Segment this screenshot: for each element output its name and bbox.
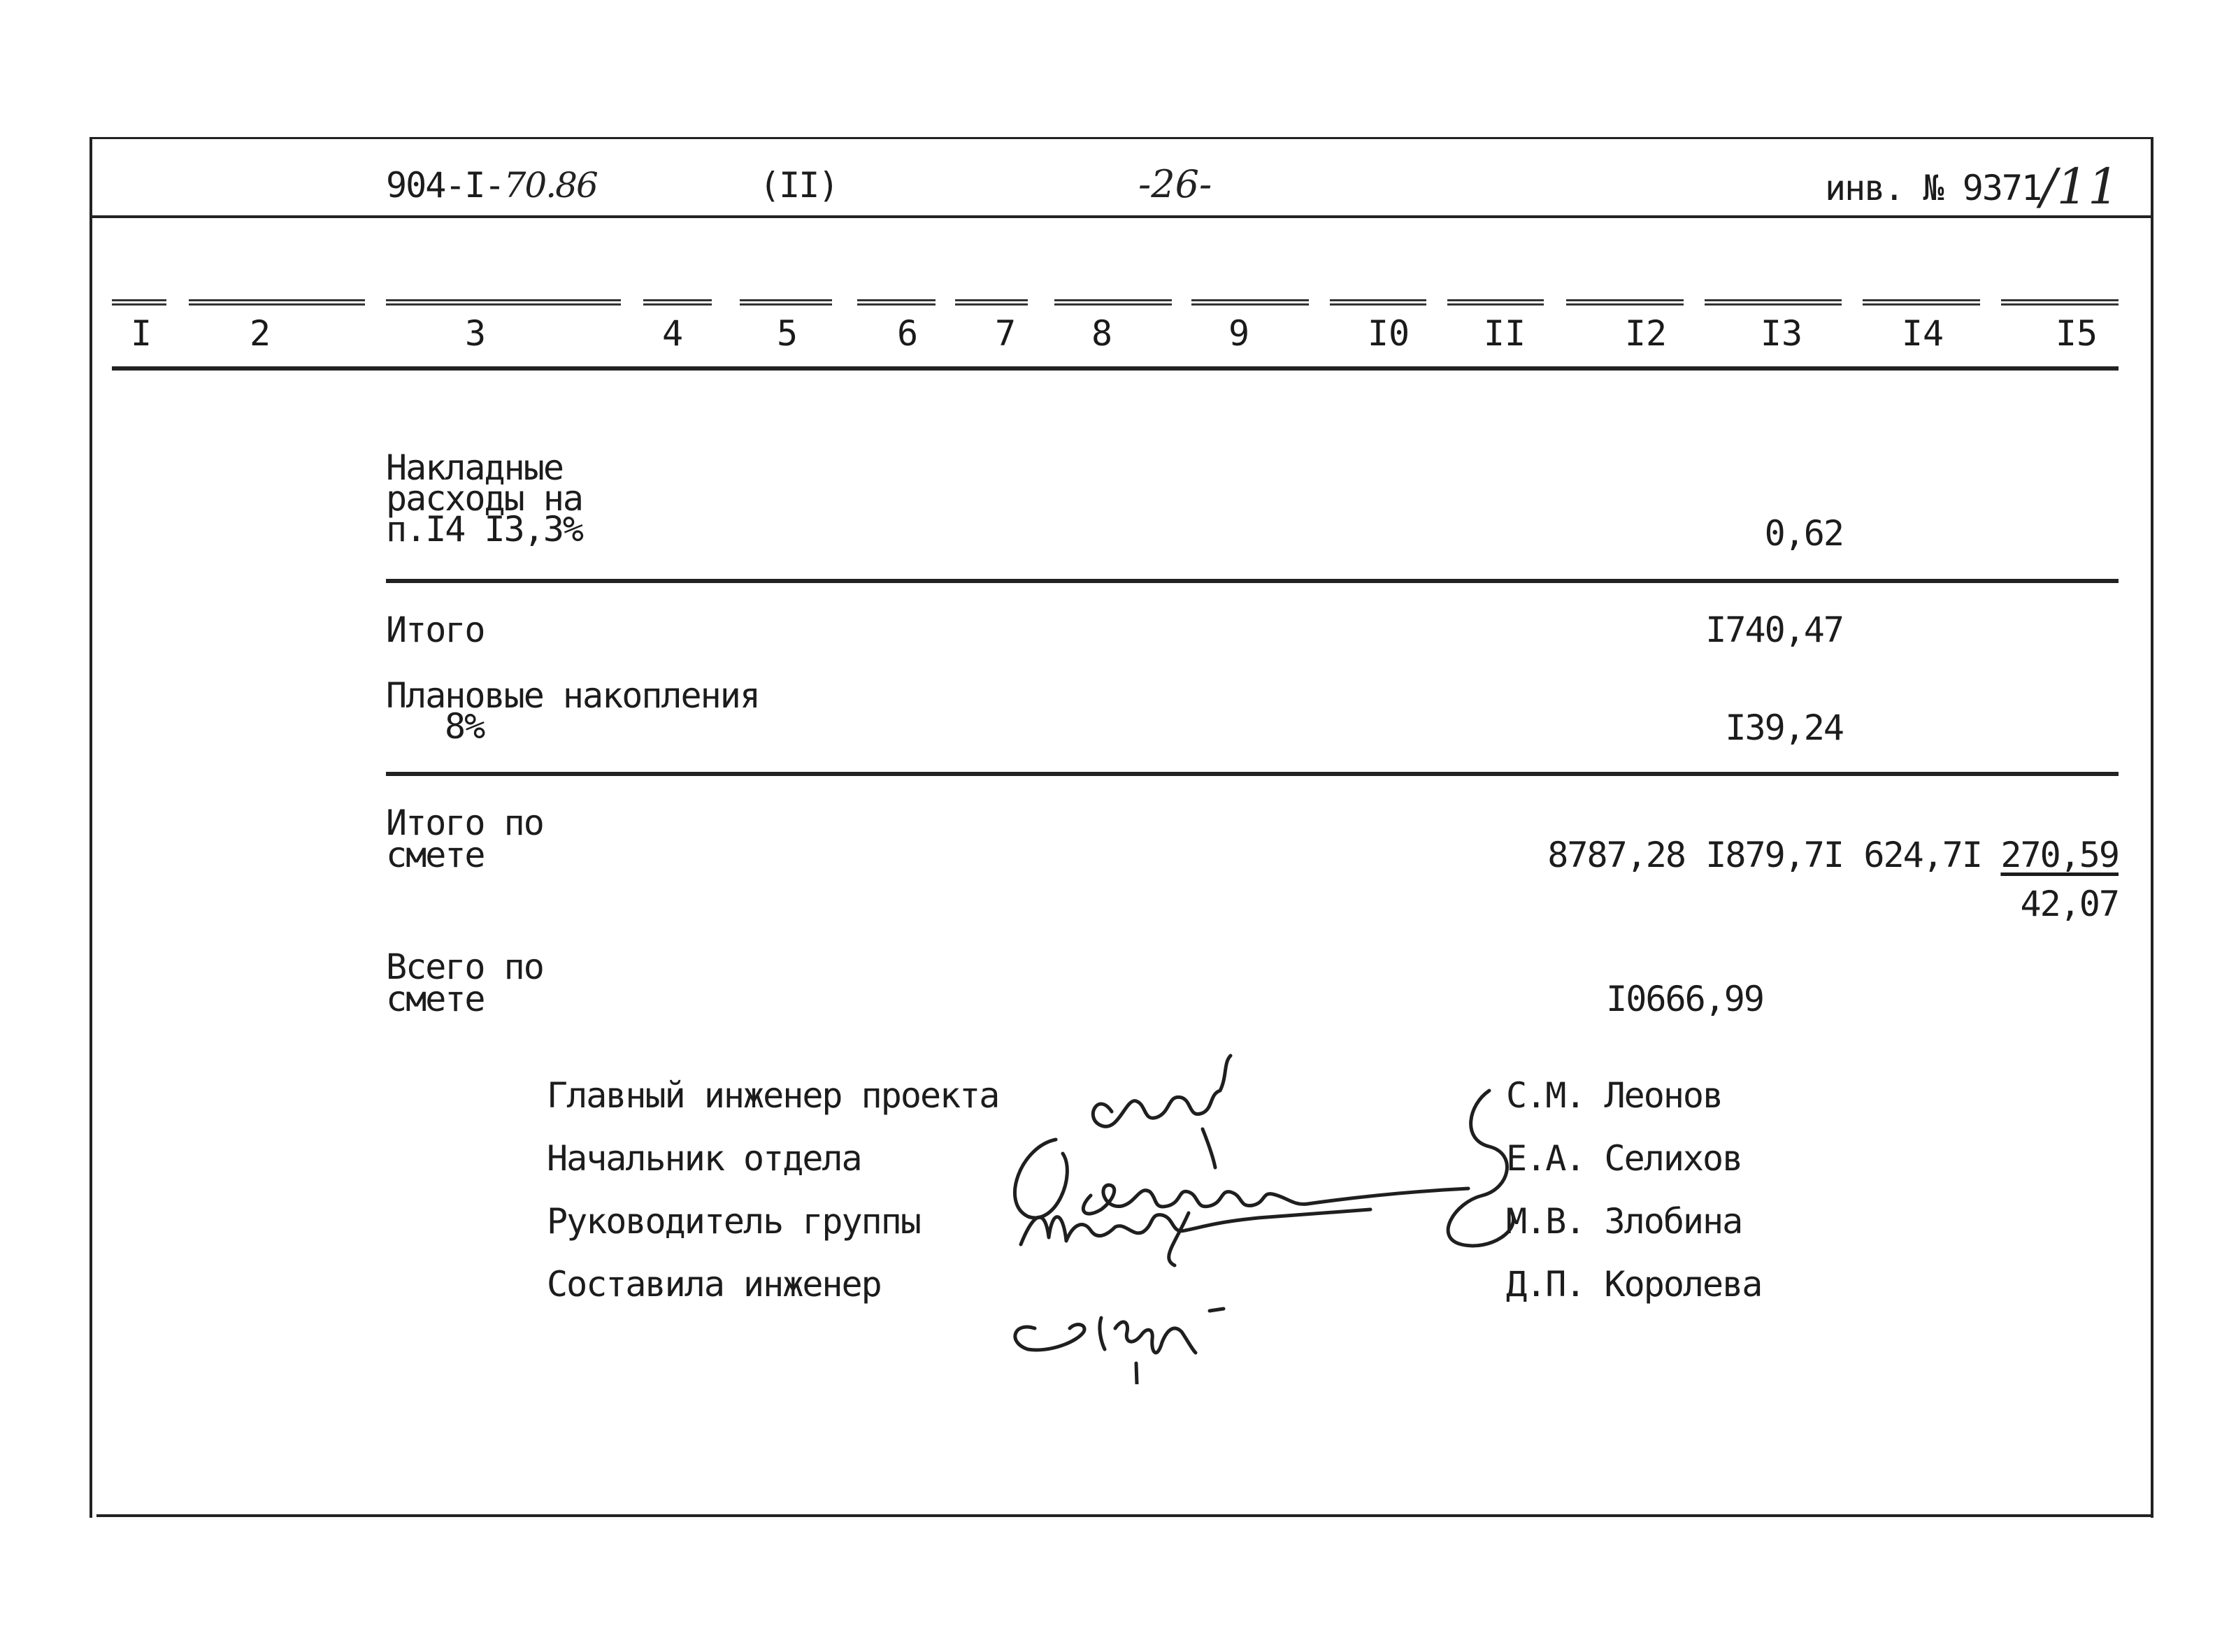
column-number: I2 <box>1624 313 1668 354</box>
column-number: 7 <box>994 313 1017 354</box>
estimate-total-col12: 8787,28 <box>1547 835 1685 875</box>
planned-label-line2: 8% <box>445 706 485 747</box>
subtotal-label: Итого <box>386 610 485 650</box>
frame-bottom-border <box>96 1514 2153 1517</box>
inventory-label: инв. № 9371 <box>1825 168 2042 208</box>
doc-code <box>386 165 597 206</box>
estimate-total-col15-below: 42,07 <box>2020 884 2119 924</box>
rule-after-overhead <box>386 579 2119 583</box>
signature-role-department-head: Начальник отдела <box>547 1138 861 1179</box>
estimate-total-col14: 624,7I <box>1863 835 1981 875</box>
signature-stroke-group-leader <box>1021 1209 1370 1244</box>
signature-stroke-compiler <box>1015 1309 1224 1384</box>
doc-code-handwritten: 70.86 <box>503 165 597 206</box>
estimate-total-label-line1: Итого по <box>386 803 543 843</box>
signature-stroke-chief-engineer <box>1093 1056 1231 1168</box>
signature-name-chief-engineer: С.М. Леонов <box>1506 1075 1723 1116</box>
column-number: 5 <box>776 313 798 354</box>
grand-total-label-line2: смете <box>386 979 485 1019</box>
estimate-total-col13: I879,7I <box>1705 835 1843 875</box>
inventory-number <box>1825 168 2042 208</box>
column-number: 8 <box>1091 313 1113 354</box>
overhead-label-line1: Накладные <box>386 447 563 488</box>
signature-stroke-loop <box>1448 1091 1513 1246</box>
signature-role-chief-engineer: Главный инженер проекта <box>547 1075 999 1116</box>
section-number: (II) <box>759 165 838 206</box>
column-number: 3 <box>464 313 487 354</box>
inventory-suffix: /11 <box>2040 158 2119 215</box>
column-number: 6 <box>896 313 919 354</box>
column-number: I4 <box>1901 313 1944 354</box>
signature-name-compiler: Д.П. Королева <box>1506 1264 1762 1305</box>
header-divider <box>92 215 2151 218</box>
overhead-label-line3: п.I4 I3,3% <box>386 509 583 550</box>
column-header-bottom-rule <box>112 366 2119 371</box>
column-number: I5 <box>2055 313 2098 354</box>
page-number: -26- <box>1138 162 1212 206</box>
estimate-total-col15: 270,59 <box>2000 835 2119 875</box>
column-number: I <box>130 313 152 354</box>
planned-value: I39,24 <box>1725 708 1843 748</box>
signature-name-group-leader: М.В. Злобина <box>1506 1201 1742 1242</box>
signature-role-compiler: Составила инженер <box>547 1264 881 1305</box>
rule-after-planned <box>386 772 2119 776</box>
frame-left-border <box>89 137 92 1518</box>
doc-code-prefix: 904-I- <box>386 165 504 206</box>
overhead-label-line2: расходы на <box>386 478 583 519</box>
handwritten-signatures <box>979 1035 1524 1384</box>
signature-stroke-department-head <box>1015 1140 1468 1265</box>
estimate-total-label-line2: смете <box>386 835 485 875</box>
planned-label-line1: Плановые накопления <box>386 675 759 716</box>
grand-total-value: I0666,99 <box>1606 979 1763 1019</box>
subtotal-value: I740,47 <box>1705 610 1843 650</box>
signature-name-department-head: Е.А. Селихов <box>1506 1138 1742 1179</box>
column-number: II <box>1483 313 1526 354</box>
frame-right-border <box>2151 137 2153 1518</box>
column-number: 4 <box>661 313 684 354</box>
column-number: I0 <box>1367 313 1410 354</box>
grand-total-label-line1: Всего по <box>386 947 543 987</box>
overhead-value: 0,62 <box>1764 513 1843 554</box>
column-number: 2 <box>249 313 271 354</box>
frame-top-border <box>89 137 2153 139</box>
column-number: I3 <box>1760 313 1803 354</box>
column-number: 9 <box>1228 313 1250 354</box>
signature-role-group-leader: Руководитель группы <box>547 1201 920 1242</box>
